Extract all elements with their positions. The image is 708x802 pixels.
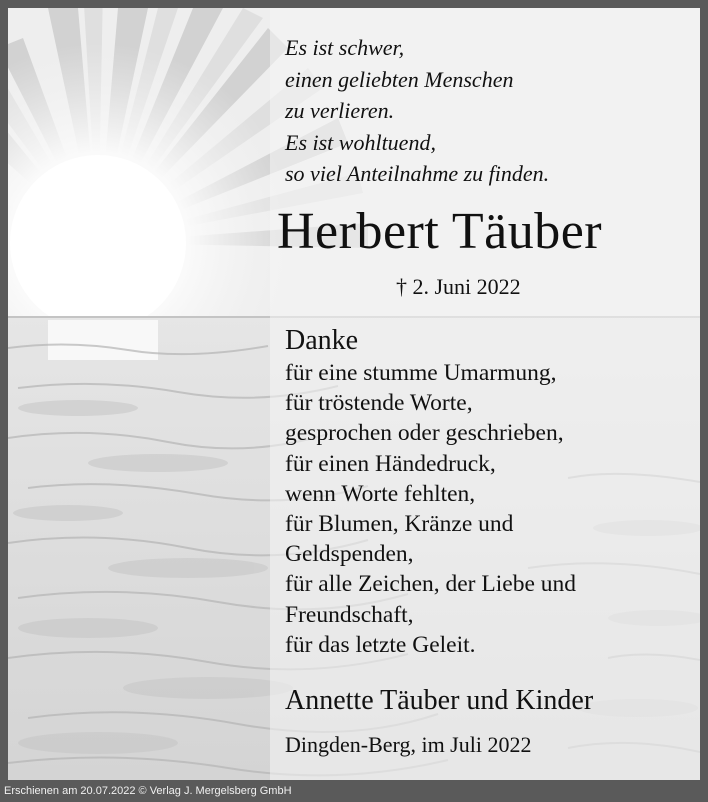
memorial-poem bbox=[285, 32, 549, 190]
poem-line: Es ist wohltuend, bbox=[285, 129, 436, 155]
obituary-card bbox=[8, 8, 700, 780]
thanks-line: für tröstende Worte, bbox=[285, 390, 473, 417]
publication-footer: Erschienen am 20.07.2022 © Verlag J. Mergelsberg GmbH bbox=[4, 785, 292, 797]
thanks-line: für einen Händedruck, bbox=[285, 450, 496, 477]
deceased-name: Herbert Täuber bbox=[277, 203, 603, 260]
poem-line: so viel Anteilnahme zu finden. bbox=[285, 161, 550, 186]
thanks-line: Geldspenden, bbox=[285, 541, 414, 568]
thanks-list bbox=[285, 358, 576, 660]
thanks-line: gesprochen oder geschrieben, bbox=[285, 420, 564, 447]
thanks-line: für Blumen, Kränze und bbox=[285, 511, 514, 538]
thanks-title: Danke bbox=[285, 325, 359, 356]
poem-line: zu verlieren. bbox=[285, 98, 395, 123]
thanks-line: für eine stumme Umarmung, bbox=[285, 360, 557, 386]
death-date: † 2. Juni 2022 bbox=[396, 274, 521, 299]
poem-line: Es ist schwer, bbox=[285, 35, 405, 60]
thanks-line: für das letzte Geleit. bbox=[285, 631, 476, 658]
place-date: Dingden-Berg, im Juli 2022 bbox=[285, 732, 532, 757]
poem-line: einen geliebten Menschen bbox=[285, 66, 514, 92]
thanks-line: wenn Worte fehlten, bbox=[285, 480, 476, 507]
thanks-line: für alle Zeichen, der Liebe und bbox=[285, 571, 576, 598]
signature: Annette Täuber und Kinder bbox=[285, 685, 594, 716]
thanks-line: Freundschaft, bbox=[285, 601, 414, 628]
